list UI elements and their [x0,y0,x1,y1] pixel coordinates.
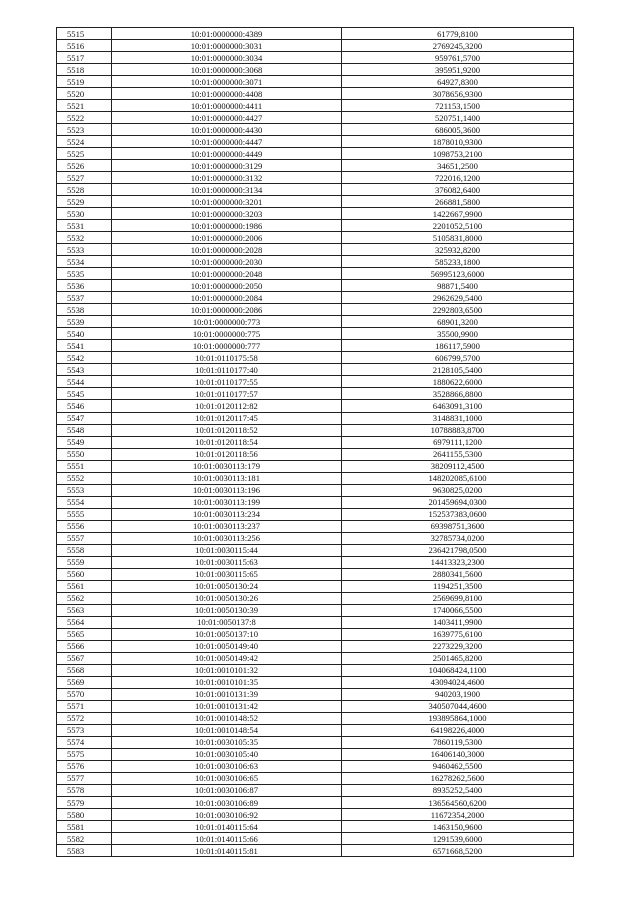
cadastral-number-cell: 10:01:0110175:58 [112,352,342,364]
row-number-cell: 5563 [57,604,112,616]
table-row [57,724,574,736]
row-number-cell: 5516 [57,40,112,52]
row-number-cell: 5566 [57,640,112,652]
value-cell: 1422667,9900 [342,208,574,220]
row-number-cell: 5521 [57,100,112,112]
value-cell: 136564560,6200 [342,797,574,809]
row-number-cell: 5537 [57,292,112,304]
cadastral-number-cell: 10:01:0000000:777 [112,340,342,352]
value-cell: 201459694,0300 [342,496,574,508]
row-number-cell: 5545 [57,388,112,400]
value-cell: 6571668,5200 [342,845,574,857]
cadastral-number-cell: 10:01:0050130:26 [112,592,342,604]
cadastral-number-cell: 10:01:0030113:181 [112,472,342,484]
value-cell: 2769245,3200 [342,40,574,52]
row-number-cell: 5576 [57,760,112,772]
table-row [57,652,574,664]
table-row [57,556,574,568]
cadastral-number-cell: 10:01:0010131:39 [112,688,342,700]
value-cell: 940203,1900 [342,688,574,700]
table-row [57,28,574,40]
cadastral-number-cell: 10:01:0000000:3203 [112,208,342,220]
row-number-cell: 5552 [57,472,112,484]
value-cell: 2128105,5400 [342,364,574,376]
value-cell: 34651,2500 [342,160,574,172]
cadastral-number-cell: 10:01:0050149:42 [112,652,342,664]
table-row [57,700,574,712]
cadastral-number-cell: 10:01:0000000:2048 [112,268,342,280]
value-cell: 61779,8100 [342,28,574,40]
value-cell: 8935252,5400 [342,784,574,796]
value-cell: 3528866,8800 [342,388,574,400]
row-number-cell: 5583 [57,845,112,857]
value-cell: 148202085,6100 [342,472,574,484]
row-number-cell: 5529 [57,196,112,208]
table-row [57,76,574,88]
value-cell: 38209112,4500 [342,460,574,472]
row-number-cell: 5541 [57,340,112,352]
row-number-cell: 5561 [57,580,112,592]
cadastral-number-cell: 10:01:0140115:81 [112,845,342,857]
cadastral-number-cell: 10:01:0120118:52 [112,424,342,436]
cadastral-number-cell: 10:01:0000000:3034 [112,52,342,64]
table-row [57,388,574,400]
row-number-cell: 5534 [57,256,112,268]
table-row [57,712,574,724]
cadastral-number-cell: 10:01:0000000:2006 [112,232,342,244]
value-cell: 1098753,2100 [342,148,574,160]
value-cell: 193895864,1000 [342,712,574,724]
table-row [57,184,574,196]
table-row [57,100,574,112]
value-cell: 9630825,0200 [342,484,574,496]
cadastral-number-cell: 10:01:0140115:64 [112,821,342,833]
cadastral-number-cell: 10:01:0110177:40 [112,364,342,376]
table-row [57,580,574,592]
row-number-cell: 5574 [57,736,112,748]
table-row [57,364,574,376]
row-number-cell: 5527 [57,172,112,184]
row-number-cell: 5542 [57,352,112,364]
cadastral-number-cell: 10:01:0120118:56 [112,448,342,460]
value-cell: 1639775,6100 [342,628,574,640]
row-number-cell: 5531 [57,220,112,232]
value-cell: 1880622,6000 [342,376,574,388]
row-number-cell: 5556 [57,520,112,532]
value-cell: 395951,9200 [342,64,574,76]
row-number-cell: 5518 [57,64,112,76]
row-number-cell: 5515 [57,28,112,40]
table-row [57,797,574,809]
table-row [57,604,574,616]
table-row [57,352,574,364]
table-row [57,484,574,496]
value-cell: 1740066,5500 [342,604,574,616]
row-number-cell: 5565 [57,628,112,640]
value-cell: 104068424,1100 [342,664,574,676]
table-row [57,532,574,544]
value-cell: 3148831,1000 [342,412,574,424]
table-row [57,628,574,640]
cadastral-number-cell: 10:01:0000000:2086 [112,304,342,316]
cadastral-number-cell: 10:01:0030113:237 [112,520,342,532]
row-number-cell: 5554 [57,496,112,508]
cadastral-number-cell: 10:01:0000000:3201 [112,196,342,208]
cadastral-number-cell: 10:01:0050149:40 [112,640,342,652]
row-number-cell: 5520 [57,88,112,100]
value-cell: 43094024,4600 [342,676,574,688]
table-row [57,845,574,857]
cadastral-number-cell: 10:01:0010101:35 [112,676,342,688]
table-row [57,809,574,821]
table-row [57,784,574,796]
cadastral-number-cell: 10:01:0000000:3031 [112,40,342,52]
cadastral-number-cell: 10:01:0120112:82 [112,400,342,412]
table-row [57,568,574,580]
table-row [57,400,574,412]
cadastral-number-cell: 10:01:0050130:39 [112,604,342,616]
row-number-cell: 5544 [57,376,112,388]
cadastral-number-cell: 10:01:0010148:52 [112,712,342,724]
table-row [57,148,574,160]
cadastral-number-cell: 10:01:0030113:256 [112,532,342,544]
table-row [57,196,574,208]
table-row [57,448,574,460]
table-row [57,760,574,772]
row-number-cell: 5528 [57,184,112,196]
table-row [57,544,574,556]
row-number-cell: 5519 [57,76,112,88]
row-number-cell: 5535 [57,268,112,280]
row-number-cell: 5572 [57,712,112,724]
value-cell: 585233,1800 [342,256,574,268]
table-row [57,280,574,292]
row-number-cell: 5524 [57,136,112,148]
value-cell: 6463091,3100 [342,400,574,412]
value-cell: 10788883,8700 [342,424,574,436]
value-cell: 64198226,4000 [342,724,574,736]
value-cell: 11672354,2000 [342,809,574,821]
table-row [57,460,574,472]
row-number-cell: 5553 [57,484,112,496]
row-number-cell: 5582 [57,833,112,845]
row-number-cell: 5536 [57,280,112,292]
row-number-cell: 5567 [57,652,112,664]
cadastral-number-cell: 10:01:0030115:63 [112,556,342,568]
row-number-cell: 5558 [57,544,112,556]
cadastral-number-cell: 10:01:0030113:196 [112,484,342,496]
row-number-cell: 5522 [57,112,112,124]
row-number-cell: 5562 [57,592,112,604]
row-number-cell: 5559 [57,556,112,568]
table-row [57,592,574,604]
table-row [57,736,574,748]
row-number-cell: 5547 [57,412,112,424]
cadastral-number-cell: 10:01:0030106:87 [112,784,342,796]
table-row [57,40,574,52]
row-number-cell: 5557 [57,532,112,544]
table-row [57,772,574,784]
table-row [57,340,574,352]
cadastral-number-cell: 10:01:0000000:3134 [112,184,342,196]
cadastral-number-cell: 10:01:0140115:66 [112,833,342,845]
value-cell: 2273229,3200 [342,640,574,652]
cadastral-number-cell: 10:01:0000000:2030 [112,256,342,268]
row-number-cell: 5551 [57,460,112,472]
value-cell: 16406140,3000 [342,748,574,760]
row-number-cell: 5571 [57,700,112,712]
cadastral-number-cell: 10:01:0030113:234 [112,508,342,520]
row-number-cell: 5564 [57,616,112,628]
table-row [57,256,574,268]
table-row [57,208,574,220]
cadastral-value-table [56,27,574,857]
cadastral-number-cell: 10:01:0050130:24 [112,580,342,592]
value-cell: 3078656,9300 [342,88,574,100]
value-cell: 722016,1200 [342,172,574,184]
value-cell: 32785734,0200 [342,532,574,544]
row-number-cell: 5580 [57,809,112,821]
row-number-cell: 5546 [57,400,112,412]
value-cell: 2292803,6500 [342,304,574,316]
cadastral-number-cell: 10:01:0000000:4447 [112,136,342,148]
value-cell: 2641155,5300 [342,448,574,460]
cadastral-number-cell: 10:01:0120117:45 [112,412,342,424]
cadastral-number-cell: 10:01:0120118:54 [112,436,342,448]
cadastral-number-cell: 10:01:0000000:4411 [112,100,342,112]
value-cell: 69398751,3600 [342,520,574,532]
row-number-cell: 5550 [57,448,112,460]
cadastral-number-cell: 10:01:0000000:2050 [112,280,342,292]
cadastral-number-cell: 10:01:0010131:42 [112,700,342,712]
value-cell: 721153,1500 [342,100,574,112]
value-cell: 340507044,4600 [342,700,574,712]
cadastral-number-cell: 10:01:0030106:63 [112,760,342,772]
value-cell: 186117,5900 [342,340,574,352]
row-number-cell: 5560 [57,568,112,580]
cadastral-number-cell: 10:01:0000000:4449 [112,148,342,160]
cadastral-number-cell: 10:01:0010101:32 [112,664,342,676]
value-cell: 56995123,6000 [342,268,574,280]
value-cell: 2962629,5400 [342,292,574,304]
table-row [57,268,574,280]
table-row [57,220,574,232]
cadastral-number-cell: 10:01:0000000:4408 [112,88,342,100]
table-row [57,316,574,328]
table-row [57,688,574,700]
value-cell: 520751,1400 [342,112,574,124]
table-row [57,640,574,652]
table-row [57,496,574,508]
row-number-cell: 5581 [57,821,112,833]
cadastral-number-cell: 10:01:0000000:2084 [112,292,342,304]
value-cell: 152537383,0600 [342,508,574,520]
value-cell: 325932,8200 [342,244,574,256]
table-row [57,244,574,256]
value-cell: 5105831,8000 [342,232,574,244]
value-cell: 14413323,2300 [342,556,574,568]
table-row [57,376,574,388]
row-number-cell: 5517 [57,52,112,64]
value-cell: 686005,3600 [342,124,574,136]
cadastral-number-cell: 10:01:0030105:35 [112,736,342,748]
value-cell: 606799,5700 [342,352,574,364]
table-row [57,821,574,833]
table-row [57,232,574,244]
cadastral-number-cell: 10:01:0030106:89 [112,797,342,809]
value-cell: 2201052,5100 [342,220,574,232]
cadastral-number-cell: 10:01:0000000:3129 [112,160,342,172]
table-row [57,172,574,184]
cadastral-number-cell: 10:01:0030106:65 [112,772,342,784]
cadastral-number-cell: 10:01:0000000:1986 [112,220,342,232]
cadastral-number-cell: 10:01:0000000:4430 [112,124,342,136]
table-row [57,304,574,316]
cadastral-number-cell: 10:01:0050137:10 [112,628,342,640]
row-number-cell: 5568 [57,664,112,676]
cadastral-number-cell: 10:01:0000000:4427 [112,112,342,124]
row-number-cell: 5578 [57,784,112,796]
value-cell: 376082,6400 [342,184,574,196]
cadastral-number-cell: 10:01:0000000:773 [112,316,342,328]
value-cell: 2880341,5600 [342,568,574,580]
table-row [57,664,574,676]
value-cell: 68901,3200 [342,316,574,328]
value-cell: 1194251,3500 [342,580,574,592]
cadastral-number-cell: 10:01:0000000:3068 [112,64,342,76]
table-row [57,616,574,628]
value-cell: 7860119,5300 [342,736,574,748]
row-number-cell: 5573 [57,724,112,736]
row-number-cell: 5526 [57,160,112,172]
value-cell: 1463150,9600 [342,821,574,833]
value-cell: 236421798,0500 [342,544,574,556]
value-cell: 35500,9900 [342,328,574,340]
value-cell: 1878010,9300 [342,136,574,148]
table-row [57,64,574,76]
value-cell: 9460462,5500 [342,760,574,772]
value-cell: 98871,5400 [342,280,574,292]
table-row [57,424,574,436]
value-cell: 2501465,8200 [342,652,574,664]
value-cell: 1403411,9900 [342,616,574,628]
row-number-cell: 5569 [57,676,112,688]
cadastral-number-cell: 10:01:0000000:3071 [112,76,342,88]
row-number-cell: 5575 [57,748,112,760]
row-number-cell: 5543 [57,364,112,376]
table-row [57,412,574,424]
value-cell: 959761,5700 [342,52,574,64]
cadastral-number-cell: 10:01:0030115:44 [112,544,342,556]
table-row [57,676,574,688]
table-row [57,508,574,520]
cadastral-number-cell: 10:01:0010148:54 [112,724,342,736]
cadastral-number-cell: 10:01:0000000:2028 [112,244,342,256]
table-body [57,28,574,857]
table-row [57,160,574,172]
table-row [57,112,574,124]
table-row [57,292,574,304]
row-number-cell: 5548 [57,424,112,436]
cadastral-number-cell: 10:01:0050137:8 [112,616,342,628]
cadastral-number-cell: 10:01:0030105:40 [112,748,342,760]
table-row [57,88,574,100]
cadastral-number-cell: 10:01:0110177:57 [112,388,342,400]
cadastral-number-cell: 10:01:0030113:199 [112,496,342,508]
value-cell: 2569699,8100 [342,592,574,604]
cadastral-number-cell: 10:01:0110177:55 [112,376,342,388]
value-cell: 6979111,1200 [342,436,574,448]
row-number-cell: 5532 [57,232,112,244]
row-number-cell: 5538 [57,304,112,316]
table-row [57,52,574,64]
cadastral-number-cell: 10:01:0000000:3132 [112,172,342,184]
row-number-cell: 5533 [57,244,112,256]
row-number-cell: 5525 [57,148,112,160]
table-row [57,328,574,340]
row-number-cell: 5555 [57,508,112,520]
row-number-cell: 5540 [57,328,112,340]
cadastral-number-cell: 10:01:0030115:65 [112,568,342,580]
row-number-cell: 5570 [57,688,112,700]
row-number-cell: 5579 [57,797,112,809]
row-number-cell: 5523 [57,124,112,136]
table-row [57,436,574,448]
table-row [57,833,574,845]
value-cell: 64927,8300 [342,76,574,88]
cadastral-number-cell: 10:01:0000000:4389 [112,28,342,40]
cadastral-number-cell: 10:01:0030106:92 [112,809,342,821]
value-cell: 266881,5800 [342,196,574,208]
row-number-cell: 5530 [57,208,112,220]
row-number-cell: 5539 [57,316,112,328]
row-number-cell: 5577 [57,772,112,784]
cadastral-number-cell: 10:01:0000000:775 [112,328,342,340]
value-cell: 1291539,6000 [342,833,574,845]
table-row [57,136,574,148]
value-cell: 16278262,5600 [342,772,574,784]
table-row [57,748,574,760]
table-row [57,520,574,532]
table-row [57,472,574,484]
row-number-cell: 5549 [57,436,112,448]
cadastral-number-cell: 10:01:0030113:179 [112,460,342,472]
table-row [57,124,574,136]
